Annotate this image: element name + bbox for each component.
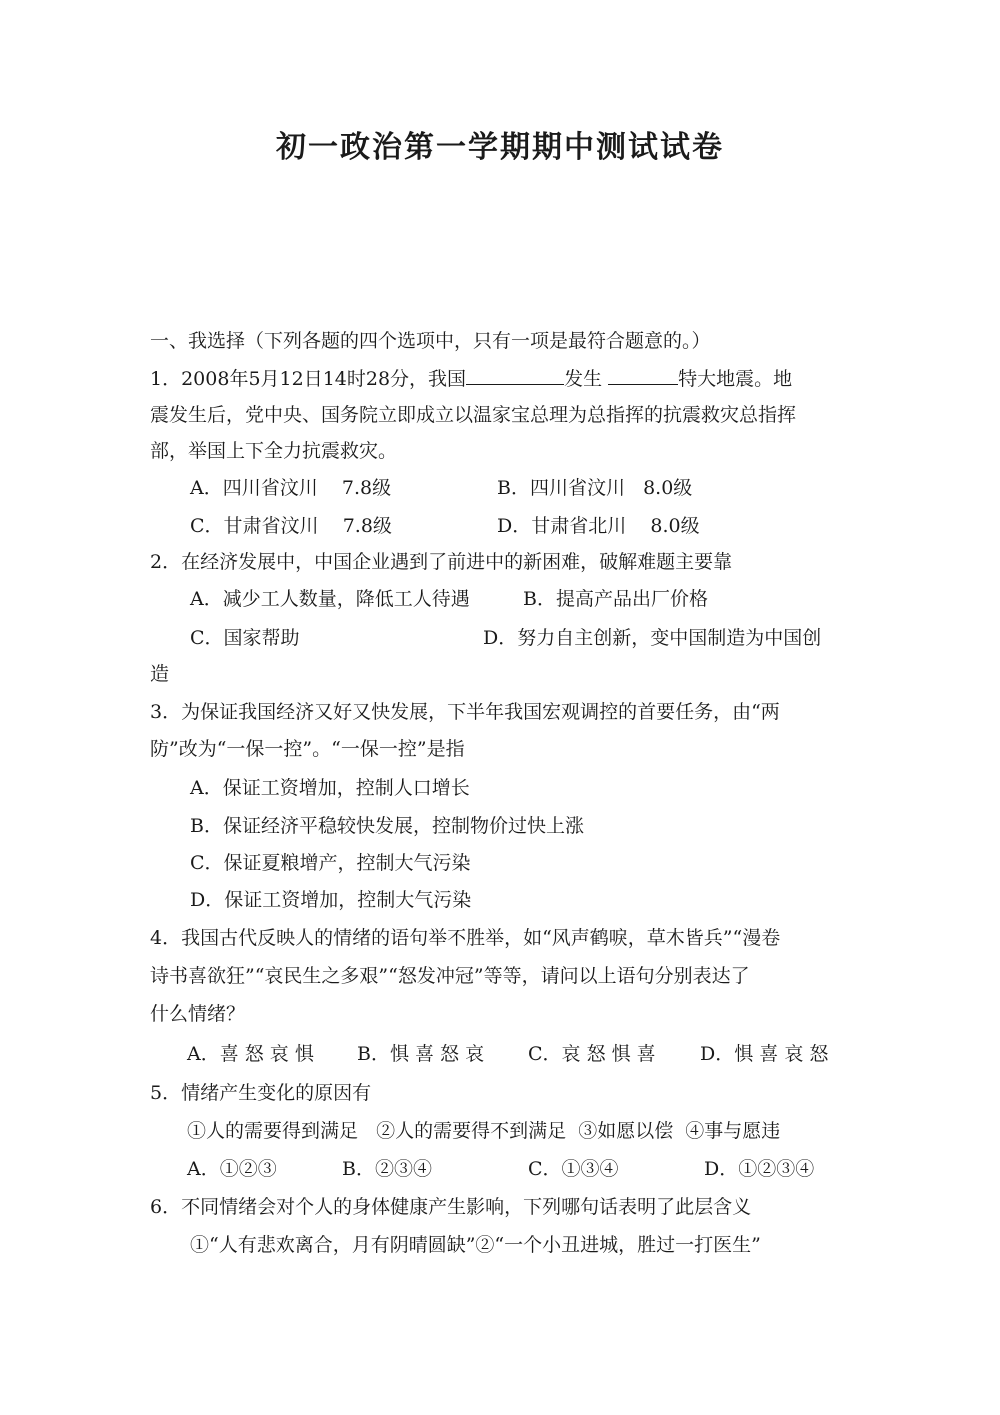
question-2-option-a: A．减少工人数量，降低工人待遇 [190,588,470,610]
question-1-line-3: 部，举国上下全力抗震救灾。 [150,440,398,462]
question-1-text-a: 1．2008年5月12日14时28分，我国 [150,368,467,390]
question-4-option-d: D．惧 喜 哀 怒 [700,1043,829,1065]
question-3-line-2: 防”改为“一保一控”。“一保一控”是指 [150,738,465,760]
question-4-line-2: 诗书喜欲狂”“哀民生之多艰”“怒发冲冠”等等，请问以上语句分别表达了 [150,965,750,987]
question-5-stem: 5．情绪产生变化的原因有 [150,1082,372,1104]
question-6-items: ①“人有悲欢离合，月有阴晴圆缺”②“一个小丑进城，胜过一打医生” [190,1234,761,1256]
page-title: 初一政治第一学期期中测试试卷 [276,130,724,165]
question-3-option-d: D．保证工资增加，控制大气污染 [190,889,472,911]
question-5-option-c: C．①③④ [528,1158,619,1180]
question-5-option-d: D．①②③④ [704,1158,815,1180]
question-2-stem: 2．在经济发展中，中国企业遇到了前进中的新困难，破解难题主要靠 [150,551,733,573]
question-6-stem: 6．不同情绪会对个人的身体健康产生影响，下列哪句话表明了此层含义 [150,1196,752,1218]
question-4-line-3: 什么情绪？ [150,1003,246,1025]
question-4-option-c: C．哀 怒 惧 喜 [528,1043,656,1065]
question-2-option-d-continued: 造 [150,663,170,685]
question-1-option-b: B．四川省汶川 8.0级 [497,477,693,499]
answer-blank-1 [466,366,564,385]
question-3-option-b: B．保证经济平稳较快发展，控制物价过快上涨 [190,815,584,837]
question-1-option-d: D．甘肃省北川 8.0级 [497,515,700,537]
question-2-option-b: B．提高产品出厂价格 [523,588,708,610]
question-3-option-c: C．保证夏粮增产，控制大气污染 [190,852,471,874]
question-1-option-a: A．四川省汶川 7.8级 [190,477,392,499]
question-4-option-b: B．惧 喜 怒 哀 [357,1043,485,1065]
answer-blank-2 [608,366,678,385]
question-2-option-c: C．国家帮助 [190,627,300,649]
question-1-text-b: 发生 [564,368,609,390]
section-heading: 一、我选择（下列各题的四个选项中，只有一项是最符合题意的。） [150,330,711,352]
question-3-line-1: 3．为保证我国经济又好又快发展，下半年我国宏观调控的首要任务，由“两 [150,701,780,723]
question-5-option-a: A．①②③ [187,1158,277,1180]
question-1-line-1 [150,366,792,392]
question-1-option-c: C．甘肃省汶川 7.8级 [190,515,392,537]
question-1-text-c: 特大地震。地 [678,368,793,390]
question-5-items: ①人的需要得到满足 ②人的需要得不到满足 ③如愿以偿 ④事与愿违 [187,1120,781,1142]
question-4-option-a: A．喜 怒 哀 惧 [187,1043,314,1065]
question-5-option-b: B．②③④ [342,1158,432,1180]
question-3-option-a: A．保证工资增加，控制人口增长 [190,777,470,799]
question-4-line-1: 4．我国古代反映人的情绪的语句举不胜举，如“风声鹤唳，草木皆兵”“漫卷 [150,927,781,949]
question-2-option-d: D．努力自主创新，变中国制造为中国创 [483,627,822,649]
question-1-line-2: 震发生后，党中央、国务院立即成立以温家宝总理为总指挥的抗震救灾总指挥 [150,404,797,426]
